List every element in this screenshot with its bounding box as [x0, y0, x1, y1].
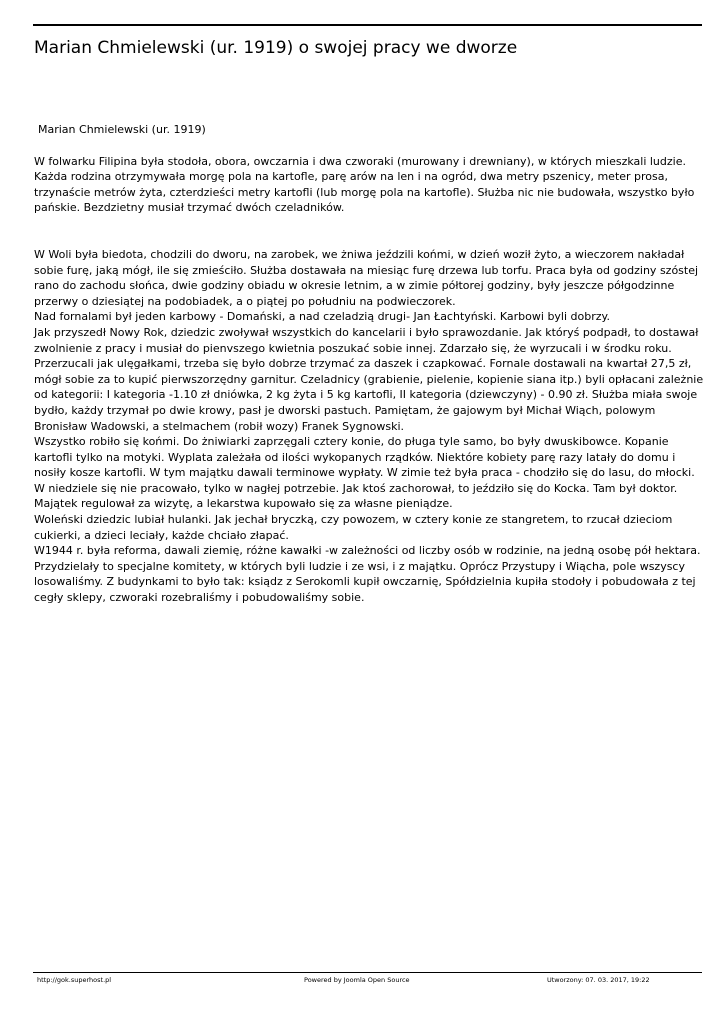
paragraph-konie: Wszystko robiło się końmi. Do żniwiarki zaprzęgali cztery konie, do pługa tyle samo, bo były dwuskibowce. Kopanie kartofli tylko na motyki. Wyplata zależała od ilości wykopanych rządków. Niektóre kobiety parę razy latały do domu i nosiły kosze kartofli. W tym majątku dawali terminowe wypłaty. W zimie też była praca - chodziło się do lasu, do młocki. W niedziele się nie pracowało, tylko w nagłej potrzebie. Jak ktoś zachorował, to jeździło się do Kocka. Tam był doktor. Majątek regulował za wizytę, a lekarstwa kupowało się za własne pieniądze. — [34, 435, 695, 511]
footer-url: http://gok.superhost.pl — [37, 976, 112, 984]
header-rule — [33, 24, 702, 26]
author-line: Marian Chmielewski (ur. 1919) — [38, 123, 206, 136]
paragraph-nowy-rok: Jak przyszedł Nowy Rok, dziedzic zwoływał wszystkich do kancelarii i było sprawozdanie. Jak któryś podpadł, to dostawał zwolnienie z pracy i musiał do pienvszego kwietnia poszukać sobie innej. Zdarzało się, że wyrzucali i w środku roku. Przerzucali jak ulęgałkami, trzeba się było dobrze trzymać za daszek i czapkować. Fornale dostawali na kwartał 27,5 zł, mógł sobie za to kupić pierwszorzędny garnitur. Czeladnicy (grabienie, pielenie, kopienie siana itp.) byli opłacani zależnie od kategorii: I kategoria -1.10 zł dniówka, 2 kg żyta i 5 kg kartofli, II kategoria (dziewczyny) - 0.90 zł. Służba miała swoje bydło, każdy trzymał po dwie krowy, pasł je dworski pastuch. Pamiętam, że gajowym był Michał Wiąch, polowym Bronisław Wadowski, a stelmachem (robił wozy) Franek Sygnowski. — [34, 325, 704, 433]
page-title: Marian Chmielewski (ur. 1919) o swojej pracy we dworze — [34, 38, 518, 58]
paragraph-reforma: W1944 r. była reforma, dawali ziemię, różne kawałki -w zależności od liczby osób w rodzinie, na jedną osobę pół hektara. Przydzielały to specjalne komitety, w których byli ludzie i ze wsi, i z majątku. Oprócz Przystupy i Wiącha, pole wszyscy losowaliśmy. Z budynkami to było tak: ksiądz z Serokomli kupił owczarnię, Spółdzielnia kupiła stodoły i pobudowała z tej cegły sklepy, czworaki rozebraliśmy i pobudowaliśmy sobie. — [34, 544, 701, 605]
article-body — [34, 122, 704, 606]
footer-created-date: Utworzony: 07. 03. 2017, 19:22 — [547, 976, 650, 984]
footer-rule — [33, 972, 702, 973]
paragraph-dziedzic: Woleński dziedzic lubiał hulanki. Jak jechał bryczką, czy powozem, w cztery konie ze stangretem, to rzucał dzieciom cukierki, a dzieci leciały, każde chciało złapać. — [34, 513, 673, 542]
paragraph-wola: W Woli była biedota, chodzili do dworu, na zarobek, we żniwa jeździli końmi, w dzień woził żyto, a wieczorem nakładał sobie furę, jaką mógł, ile się zmieściło. Służba dostawała na miesiąc furę drzewa lub torfu. Praca była od godziny szóstej rano do zachodu słońca, dwie godziny obiadu w okresie letnim, a w zimie półtorej godziny, były jeszcze półgodzinne przerwy o dziesiątej na podobiadek, a o piątej po południu na podwieczorek. — [34, 247, 699, 308]
footer-powered-by: Powered by Joomla Open Source — [304, 976, 410, 984]
paragraph-karbowi: Nad fornalami był jeden karbowy - Domański, a nad czeladzią drugi- Jan Łachtyński. Karbowi byli dobrzy. — [34, 310, 610, 324]
paragraph-filipina: W folwarku Filipina była stodoła, obora, owczarnia i dwa czworaki (murowany i drewniany), w których mieszkali ludzie. Każda rodzina otrzymywała morgę pola na kartofle, parę arów na len i na ogród, dwa metry pszenicy, meter prosa, trzynaście metrów żyta, czterdzieści metry kartofli (lub morgę pola na kartofle). Służba nic nie budowała, wszystko było pańskie. Bezdzietny musiał trzymać dwóch czeladników. — [34, 154, 695, 215]
